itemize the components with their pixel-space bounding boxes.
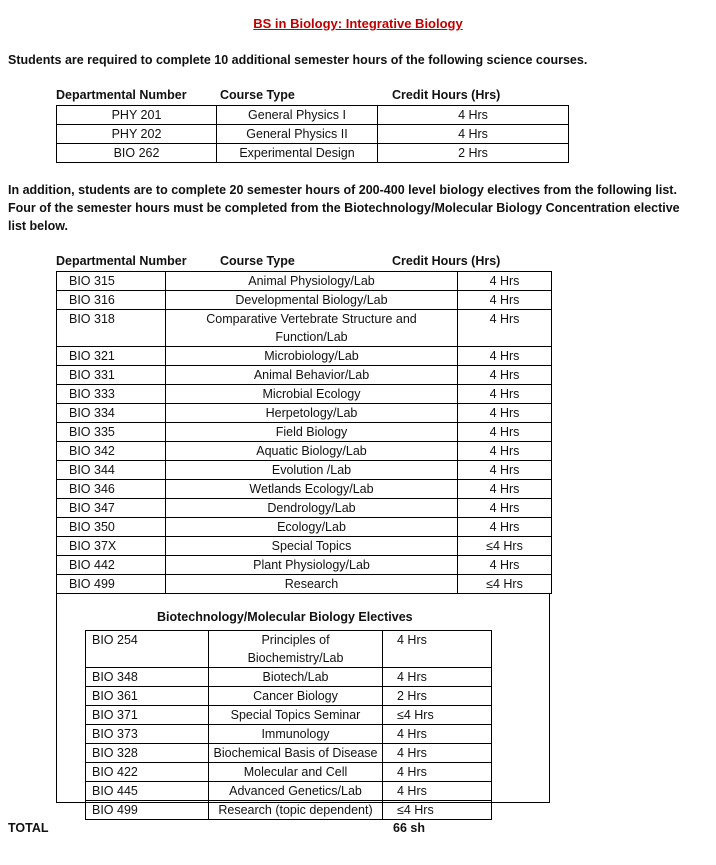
dept-number: BIO 442	[57, 556, 166, 575]
dept-number: BIO 335	[57, 423, 166, 442]
biology-electives-table	[56, 271, 552, 594]
course-type: Microbiology/Lab	[166, 347, 458, 366]
biotech-electives-title: Biotechnology/Molecular Biology Electives	[157, 610, 413, 624]
credit-hours: 4 Hrs	[458, 556, 552, 575]
t1-header-credit: Credit Hours (Hrs)	[392, 88, 501, 102]
table-row	[57, 499, 552, 518]
credit-hours: 4 Hrs	[458, 461, 552, 480]
course-type: Research (topic dependent)	[209, 801, 383, 820]
dept-number: PHY 202	[57, 125, 217, 144]
dept-number: BIO 346	[57, 480, 166, 499]
course-type: Dendrology/Lab	[166, 499, 458, 518]
table-row	[57, 518, 552, 537]
dept-number: BIO 254	[86, 631, 209, 668]
course-type: Plant Physiology/Lab	[166, 556, 458, 575]
dept-number: BIO 445	[86, 782, 209, 801]
course-type: Comparative Vertebrate Structure and Function/Lab	[166, 310, 458, 347]
credit-hours: 4 Hrs	[383, 763, 492, 782]
table-row	[57, 272, 552, 291]
course-type: Molecular and Cell	[209, 763, 383, 782]
t2-header-course: Course Type	[220, 254, 295, 268]
course-type: Principles of Biochemistry/Lab	[209, 631, 383, 668]
dept-number: BIO 347	[57, 499, 166, 518]
dept-number: BIO 316	[57, 291, 166, 310]
course-type: Herpetology/Lab	[166, 404, 458, 423]
dept-number: BIO 262	[57, 144, 217, 163]
table-row	[57, 404, 552, 423]
table-row	[86, 725, 492, 744]
dept-number: BIO 318	[57, 310, 166, 347]
course-type: Microbial Ecology	[166, 385, 458, 404]
dept-number: BIO 422	[86, 763, 209, 782]
table-row	[57, 556, 552, 575]
course-type: Immunology	[209, 725, 383, 744]
credit-hours: 4 Hrs	[458, 442, 552, 461]
table-row	[57, 575, 552, 594]
table-row	[57, 385, 552, 404]
course-type: Special Topics Seminar	[209, 706, 383, 725]
credit-hours: 4 Hrs	[458, 310, 552, 347]
dept-number: BIO 328	[86, 744, 209, 763]
credit-hours: 4 Hrs	[458, 385, 552, 404]
credit-hours: ≤4 Hrs	[383, 706, 492, 725]
table-row	[57, 442, 552, 461]
credit-hours: 4 Hrs	[458, 480, 552, 499]
t1-header-course: Course Type	[220, 88, 295, 102]
table-row	[57, 537, 552, 556]
table-row	[57, 480, 552, 499]
table-row	[86, 801, 492, 820]
course-type: Developmental Biology/Lab	[166, 291, 458, 310]
table-row	[86, 631, 492, 668]
table-row	[86, 706, 492, 725]
table-row	[57, 125, 569, 144]
dept-number: BIO 342	[57, 442, 166, 461]
table-row	[57, 366, 552, 385]
credit-hours: 4 Hrs	[383, 725, 492, 744]
credit-hours: 4 Hrs	[378, 106, 569, 125]
table-row	[57, 347, 552, 366]
course-type: General Physics I	[217, 106, 378, 125]
dept-number: BIO 331	[57, 366, 166, 385]
table-row	[86, 744, 492, 763]
dept-number: BIO 348	[86, 668, 209, 687]
course-type: Research	[166, 575, 458, 594]
course-type: Experimental Design	[217, 144, 378, 163]
course-type: Evolution /Lab	[166, 461, 458, 480]
table-row	[86, 668, 492, 687]
electives-text: In addition, students are to complete 20 semester hours of 200-400 level biology electives from the following list. Four of the semester hours must be completed from the Biotechnology/Molecular Biology Concentration elective list below.	[8, 183, 680, 233]
table-row	[57, 310, 552, 347]
table-row	[86, 782, 492, 801]
dept-number: BIO 371	[86, 706, 209, 725]
dept-number: BIO 350	[57, 518, 166, 537]
credit-hours: 4 Hrs	[458, 291, 552, 310]
table-row	[57, 144, 569, 163]
table-row	[57, 461, 552, 480]
credit-hours: 4 Hrs	[458, 404, 552, 423]
biotech-electives-table	[85, 630, 492, 820]
credit-hours: 4 Hrs	[458, 366, 552, 385]
credit-hours: 4 Hrs	[458, 518, 552, 537]
credit-hours: 2 Hrs	[378, 144, 569, 163]
table-row	[57, 106, 569, 125]
credit-hours: 4 Hrs	[378, 125, 569, 144]
dept-number: BIO 499	[57, 575, 166, 594]
table-row	[86, 687, 492, 706]
table-row	[86, 763, 492, 782]
dept-number: BIO 315	[57, 272, 166, 291]
course-type: Biochemical Basis of Disease	[209, 744, 383, 763]
credit-hours: 2 Hrs	[383, 687, 492, 706]
credit-hours: ≤4 Hrs	[458, 537, 552, 556]
total-label: TOTAL	[8, 821, 49, 835]
course-type: General Physics II	[217, 125, 378, 144]
course-type: Animal Behavior/Lab	[166, 366, 458, 385]
credit-hours: ≤4 Hrs	[458, 575, 552, 594]
credit-hours: 4 Hrs	[383, 668, 492, 687]
credit-hours: 4 Hrs	[383, 744, 492, 763]
total-value: 66 sh	[393, 821, 425, 835]
t1-header-dept: Departmental Number	[56, 88, 187, 102]
course-type: Advanced Genetics/Lab	[209, 782, 383, 801]
table-row	[57, 423, 552, 442]
credit-hours: 4 Hrs	[458, 347, 552, 366]
credit-hours: 4 Hrs	[458, 499, 552, 518]
credit-hours: 4 Hrs	[383, 631, 492, 668]
course-type: Animal Physiology/Lab	[166, 272, 458, 291]
dept-number: PHY 201	[57, 106, 217, 125]
course-type: Aquatic Biology/Lab	[166, 442, 458, 461]
intro-text: Students are required to complete 10 additional semester hours of the following science courses.	[8, 53, 588, 67]
dept-number: BIO 334	[57, 404, 166, 423]
course-type: Wetlands Ecology/Lab	[166, 480, 458, 499]
dept-number: BIO 344	[57, 461, 166, 480]
page-title: BS in Biology: Integrative Biology	[253, 16, 463, 31]
course-type: Cancer Biology	[209, 687, 383, 706]
table-row	[57, 291, 552, 310]
credit-hours: 4 Hrs	[458, 272, 552, 291]
credit-hours: 4 Hrs	[383, 782, 492, 801]
dept-number: BIO 333	[57, 385, 166, 404]
course-type: Biotech/Lab	[209, 668, 383, 687]
science-courses-table	[56, 105, 569, 163]
credit-hours: ≤4 Hrs	[383, 801, 492, 820]
t2-header-credit: Credit Hours (Hrs)	[392, 254, 501, 268]
course-type: Field Biology	[166, 423, 458, 442]
course-type: Ecology/Lab	[166, 518, 458, 537]
course-type: Special Topics	[166, 537, 458, 556]
dept-number: BIO 37X	[57, 537, 166, 556]
dept-number: BIO 361	[86, 687, 209, 706]
dept-number: BIO 373	[86, 725, 209, 744]
credit-hours: 4 Hrs	[458, 423, 552, 442]
t2-header-dept: Departmental Number	[56, 254, 187, 268]
dept-number: BIO 321	[57, 347, 166, 366]
dept-number: BIO 499	[86, 801, 209, 820]
